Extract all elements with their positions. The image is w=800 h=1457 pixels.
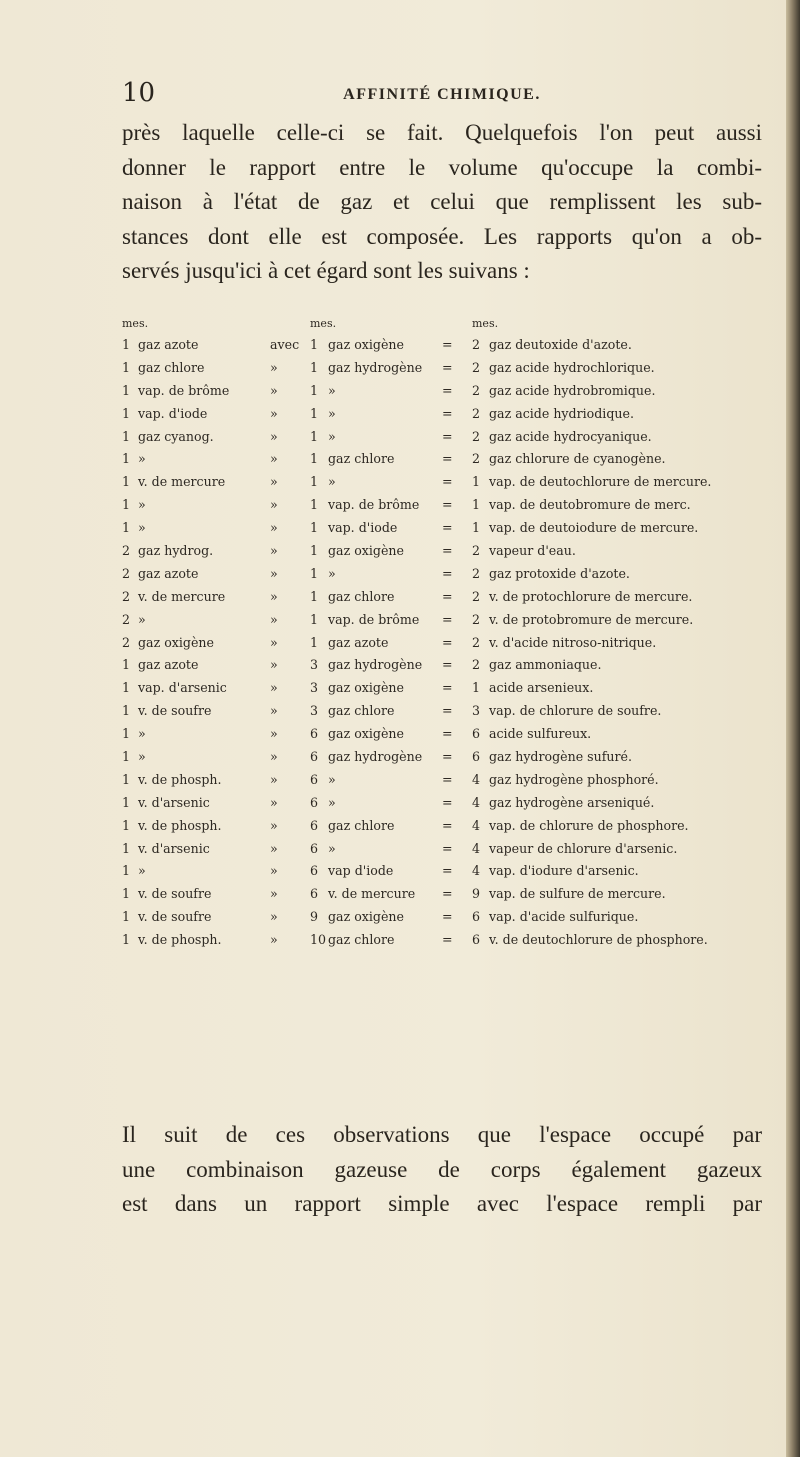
table-row bbox=[122, 612, 772, 635]
substance-1: v. de phosph. bbox=[138, 771, 222, 787]
result-compound: gaz hydrogène phosphoré. bbox=[489, 771, 659, 787]
connector: » bbox=[270, 451, 278, 467]
substance-2: gaz chlore bbox=[328, 703, 395, 719]
equals-sign: = bbox=[442, 405, 453, 421]
result-compound: gaz ammoniaque. bbox=[489, 657, 602, 673]
volume-result: 2 bbox=[472, 543, 481, 559]
running-head: AFFINITÉ CHIMIQUE. bbox=[343, 86, 541, 103]
substance-1: » bbox=[138, 497, 146, 513]
table-row bbox=[122, 909, 772, 932]
connector: » bbox=[270, 588, 278, 604]
volume-result: 1 bbox=[472, 497, 481, 513]
volume-1: 1 bbox=[122, 817, 131, 833]
volume-result: 4 bbox=[472, 840, 481, 856]
volume-2: 1 bbox=[310, 428, 319, 444]
substance-1: v. de phosph. bbox=[138, 817, 222, 833]
volume-2: 1 bbox=[310, 497, 319, 513]
substance-2: gaz hydrogène bbox=[328, 359, 423, 375]
table-row bbox=[122, 841, 772, 864]
book-fore-edge bbox=[786, 0, 800, 1457]
volume-1: 1 bbox=[122, 771, 131, 787]
volume-2: 6 bbox=[310, 749, 319, 765]
result-compound: vap. de deutochlorure de mercure. bbox=[489, 474, 712, 490]
volume-2: 1 bbox=[310, 337, 319, 352]
volume-result: 2 bbox=[472, 588, 481, 604]
volume-result: 2 bbox=[472, 657, 481, 673]
substance-1: v. de soufre bbox=[138, 909, 212, 925]
header-mes-3: mes. bbox=[472, 317, 499, 330]
substance-2: » bbox=[328, 565, 336, 581]
equals-sign: = bbox=[442, 359, 453, 375]
substance-2: gaz oxigène bbox=[328, 909, 404, 925]
equals-sign: = bbox=[442, 703, 453, 719]
connector: » bbox=[270, 611, 278, 627]
table-row bbox=[122, 657, 772, 680]
substance-1: gaz oxigène bbox=[138, 634, 214, 650]
table-row bbox=[122, 772, 772, 795]
volume-1: 1 bbox=[122, 749, 131, 765]
substance-1: » bbox=[138, 726, 146, 742]
equals-sign: = bbox=[442, 726, 453, 742]
volume-2: 6 bbox=[310, 886, 319, 902]
result-compound: vap. d'iodure d'arsenic. bbox=[489, 863, 639, 879]
volume-2: 3 bbox=[310, 703, 319, 719]
equals-sign: = bbox=[442, 680, 453, 696]
substance-1: » bbox=[138, 863, 146, 879]
substance-1: gaz cyanog. bbox=[138, 428, 214, 444]
substance-1: gaz azote bbox=[138, 565, 199, 581]
volume-2: 6 bbox=[310, 840, 319, 856]
connector: » bbox=[270, 909, 278, 925]
equals-sign: = bbox=[442, 543, 453, 559]
equals-sign: = bbox=[442, 794, 453, 810]
equals-sign: = bbox=[442, 634, 453, 650]
equals-sign: = bbox=[442, 497, 453, 513]
substance-2: gaz hydrogène bbox=[328, 749, 423, 765]
volume-1: 1 bbox=[122, 382, 131, 398]
header-mes-1: mes. bbox=[122, 317, 149, 330]
result-compound: acide arsenieux. bbox=[489, 680, 594, 696]
substance-1: gaz hydrog. bbox=[138, 543, 214, 559]
table-row bbox=[122, 703, 772, 726]
substance-1: gaz azote bbox=[138, 657, 199, 673]
substance-2: gaz chlore bbox=[328, 817, 395, 833]
volume-result: 2 bbox=[472, 337, 481, 352]
result-compound: vap. de deutobromure de merc. bbox=[489, 497, 691, 513]
volume-1: 1 bbox=[122, 497, 131, 513]
volume-2: 6 bbox=[310, 726, 319, 742]
connector: avec bbox=[270, 337, 300, 352]
result-compound: gaz protoxide d'azote. bbox=[489, 565, 630, 581]
table-row bbox=[122, 863, 772, 886]
volume-result: 2 bbox=[472, 382, 481, 398]
substance-1: » bbox=[138, 611, 146, 627]
equals-sign: = bbox=[442, 565, 453, 581]
volume-2: 1 bbox=[310, 543, 319, 559]
volume-2: 1 bbox=[310, 565, 319, 581]
volume-1: 1 bbox=[122, 657, 131, 673]
substance-2: gaz hydrogène bbox=[328, 657, 423, 673]
table-row bbox=[122, 566, 772, 589]
volume-2: 1 bbox=[310, 474, 319, 490]
equals-sign: = bbox=[442, 428, 453, 444]
volume-result: 9 bbox=[472, 886, 481, 902]
substance-2: » bbox=[328, 405, 336, 421]
substance-1: » bbox=[138, 749, 146, 765]
table-row bbox=[122, 680, 772, 703]
result-compound: vap. de chlorure de soufre. bbox=[489, 703, 662, 719]
table-row bbox=[122, 429, 772, 452]
substance-1: v. de mercure bbox=[138, 588, 226, 604]
substance-1: gaz azote bbox=[138, 337, 199, 352]
result-compound: acide sulfureux. bbox=[489, 726, 592, 742]
result-compound: gaz acide hydriodique. bbox=[489, 405, 634, 421]
table-row bbox=[122, 543, 772, 566]
volume-result: 2 bbox=[472, 611, 481, 627]
page-header bbox=[122, 78, 762, 112]
substance-2: gaz oxigène bbox=[328, 680, 404, 696]
result-compound: vap. de chlorure de phosphore. bbox=[489, 817, 689, 833]
connector: » bbox=[270, 565, 278, 581]
substance-2: gaz oxigène bbox=[328, 726, 404, 742]
volume-1: 1 bbox=[122, 909, 131, 925]
equals-sign: = bbox=[442, 886, 453, 902]
connector: » bbox=[270, 840, 278, 856]
connector: » bbox=[270, 520, 278, 536]
volume-1: 2 bbox=[122, 588, 131, 604]
intro-paragraph bbox=[122, 116, 762, 289]
volume-2: 6 bbox=[310, 794, 319, 810]
paragraph-line: près laquelle celle-ci se fait. Quelquefois l'on peut aussi bbox=[122, 120, 762, 145]
result-compound: gaz acide hydrobromique. bbox=[489, 382, 656, 398]
substance-2: » bbox=[328, 771, 336, 787]
volume-1: 2 bbox=[122, 565, 131, 581]
table-row bbox=[122, 360, 772, 383]
volume-2: 3 bbox=[310, 680, 319, 696]
equals-sign: = bbox=[442, 520, 453, 536]
table-row bbox=[122, 589, 772, 612]
result-compound: vap. de sulfure de mercure. bbox=[489, 886, 666, 902]
substance-2: vap. de brôme bbox=[328, 497, 420, 513]
connector: » bbox=[270, 886, 278, 902]
volume-2: 6 bbox=[310, 863, 319, 879]
volume-2: 1 bbox=[310, 359, 319, 375]
equals-sign: = bbox=[442, 863, 453, 879]
substance-2: vap. d'iode bbox=[328, 520, 398, 536]
table-row bbox=[122, 932, 772, 955]
equals-sign: = bbox=[442, 840, 453, 856]
volume-1: 1 bbox=[122, 703, 131, 719]
volume-result: 2 bbox=[472, 428, 481, 444]
connector: » bbox=[270, 726, 278, 742]
substance-1: v. d'arsenic bbox=[138, 794, 210, 810]
table-row bbox=[122, 818, 772, 841]
volume-result: 1 bbox=[472, 680, 481, 696]
connector: » bbox=[270, 382, 278, 398]
volume-1: 2 bbox=[122, 634, 131, 650]
connector: » bbox=[270, 794, 278, 810]
table-row bbox=[122, 451, 772, 474]
paragraph-line: servés jusqu'ici à cet égard sont les suivans : bbox=[122, 258, 530, 283]
connector: » bbox=[270, 543, 278, 559]
volume-result: 3 bbox=[472, 703, 481, 719]
volume-2: 9 bbox=[310, 909, 319, 925]
substance-2: » bbox=[328, 428, 336, 444]
connector: » bbox=[270, 634, 278, 650]
equals-sign: = bbox=[442, 451, 453, 467]
connector: » bbox=[270, 428, 278, 444]
volume-2: 1 bbox=[310, 520, 319, 536]
equals-sign: = bbox=[442, 657, 453, 673]
equals-sign: = bbox=[442, 337, 453, 352]
volume-2: 1 bbox=[310, 405, 319, 421]
volume-result: 1 bbox=[472, 474, 481, 490]
connector: » bbox=[270, 749, 278, 765]
volume-2: 6 bbox=[310, 771, 319, 787]
connector: » bbox=[270, 405, 278, 421]
volume-2: 1 bbox=[310, 588, 319, 604]
table-row bbox=[122, 337, 772, 360]
connector: » bbox=[270, 703, 278, 719]
substance-2: » bbox=[328, 382, 336, 398]
substance-1: v. de phosph. bbox=[138, 932, 222, 948]
equals-sign: = bbox=[442, 474, 453, 490]
result-compound: v. de protochlorure de mercure. bbox=[489, 588, 693, 604]
table-row bbox=[122, 635, 772, 658]
result-compound: v. de protobromure de mercure. bbox=[489, 611, 694, 627]
substance-2: gaz oxigène bbox=[328, 337, 404, 352]
substance-2: vap. de brôme bbox=[328, 611, 420, 627]
connector: » bbox=[270, 932, 278, 948]
result-compound: gaz acide hydrochlorique. bbox=[489, 359, 655, 375]
paragraph-line: donner le rapport entre le volume qu'occupe la combi- bbox=[122, 154, 762, 180]
substance-2: » bbox=[328, 794, 336, 810]
page-number: 10 bbox=[122, 78, 156, 108]
substance-1: » bbox=[138, 520, 146, 536]
connector: » bbox=[270, 771, 278, 787]
equals-sign: = bbox=[442, 382, 453, 398]
volume-1: 1 bbox=[122, 405, 131, 421]
substance-2: gaz azote bbox=[328, 634, 389, 650]
volume-2: 1 bbox=[310, 611, 319, 627]
volume-1: 1 bbox=[122, 451, 131, 467]
equals-sign: = bbox=[442, 749, 453, 765]
volume-2: 1 bbox=[310, 634, 319, 650]
volume-result: 2 bbox=[472, 565, 481, 581]
volume-result: 4 bbox=[472, 863, 481, 879]
substance-1: vap. d'arsenic bbox=[138, 680, 227, 696]
paragraph-line: stances dont elle est composée. Les rapports qu'on a ob- bbox=[122, 223, 762, 249]
substance-2: gaz oxigène bbox=[328, 543, 404, 559]
volume-1: 2 bbox=[122, 611, 131, 627]
result-compound: gaz hydrogène sufuré. bbox=[489, 749, 633, 765]
substance-1: v. de soufre bbox=[138, 886, 212, 902]
volume-1: 1 bbox=[122, 680, 131, 696]
volume-result: 6 bbox=[472, 749, 481, 765]
substance-2: » bbox=[328, 840, 336, 856]
table-row bbox=[122, 795, 772, 818]
paragraph-line: naison à l'état de gaz et celui que remplissent les sub- bbox=[122, 189, 762, 214]
volume-1: 1 bbox=[122, 932, 131, 948]
table-row bbox=[122, 474, 772, 497]
volume-1: 1 bbox=[122, 428, 131, 444]
substance-2: gaz chlore bbox=[328, 932, 395, 948]
volume-result: 2 bbox=[472, 451, 481, 467]
volume-result: 2 bbox=[472, 405, 481, 421]
volume-result: 4 bbox=[472, 794, 481, 810]
connector: » bbox=[270, 817, 278, 833]
table-row bbox=[122, 726, 772, 749]
volume-1: 1 bbox=[122, 863, 131, 879]
volume-1: 1 bbox=[122, 886, 131, 902]
substance-2: v. de mercure bbox=[328, 886, 416, 902]
volume-2: 10 bbox=[310, 932, 327, 948]
paragraph-line: Il suit de ces observations que l'espace occupé par bbox=[122, 1122, 762, 1147]
closing-paragraph bbox=[122, 1118, 762, 1222]
connector: » bbox=[270, 863, 278, 879]
substance-1: v. de mercure bbox=[138, 474, 226, 490]
substance-1: » bbox=[138, 451, 146, 467]
result-compound: vapeur d'eau. bbox=[489, 543, 576, 559]
volume-result: 6 bbox=[472, 726, 481, 742]
volume-result: 6 bbox=[472, 909, 481, 925]
result-compound: vapeur de chlorure d'arsenic. bbox=[489, 840, 678, 856]
connector: » bbox=[270, 359, 278, 375]
volume-result: 2 bbox=[472, 634, 481, 650]
paragraph-line: est dans un rapport simple avec l'espace rempli par bbox=[122, 1191, 762, 1216]
volume-result: 4 bbox=[472, 817, 481, 833]
header-mes-2: mes. bbox=[310, 317, 337, 330]
substance-2: » bbox=[328, 474, 336, 490]
volume-result: 6 bbox=[472, 932, 481, 948]
volume-1: 2 bbox=[122, 543, 131, 559]
volume-2: 6 bbox=[310, 817, 319, 833]
volume-1: 1 bbox=[122, 337, 131, 352]
table-row bbox=[122, 886, 772, 909]
result-compound: gaz hydrogène arseniqué. bbox=[489, 794, 655, 810]
table-row bbox=[122, 520, 772, 543]
volume-1: 1 bbox=[122, 726, 131, 742]
equals-sign: = bbox=[442, 909, 453, 925]
volume-1: 1 bbox=[122, 794, 131, 810]
volume-1: 1 bbox=[122, 840, 131, 856]
table-header-row bbox=[122, 317, 772, 337]
substance-1: vap. de brôme bbox=[138, 382, 230, 398]
substance-1: v. d'arsenic bbox=[138, 840, 210, 856]
equals-sign: = bbox=[442, 932, 453, 948]
volume-2: 1 bbox=[310, 451, 319, 467]
substance-1: v. de soufre bbox=[138, 703, 212, 719]
substance-1: gaz chlore bbox=[138, 359, 205, 375]
substance-1: vap. d'iode bbox=[138, 405, 208, 421]
equals-sign: = bbox=[442, 588, 453, 604]
result-compound: vap. de deutoiodure de mercure. bbox=[489, 520, 699, 536]
equals-sign: = bbox=[442, 611, 453, 627]
result-compound: gaz deutoxide d'azote. bbox=[489, 337, 632, 352]
result-compound: v. d'acide nitroso-nitrique. bbox=[489, 634, 657, 650]
substance-2: gaz chlore bbox=[328, 451, 395, 467]
result-compound: vap. d'acide sulfurique. bbox=[489, 909, 639, 925]
table-row bbox=[122, 749, 772, 772]
connector: » bbox=[270, 474, 278, 490]
connector: » bbox=[270, 680, 278, 696]
volume-1: 1 bbox=[122, 520, 131, 536]
equals-sign: = bbox=[442, 817, 453, 833]
volume-2: 1 bbox=[310, 382, 319, 398]
table-row bbox=[122, 406, 772, 429]
volume-result: 1 bbox=[472, 520, 481, 536]
paragraph-line: une combinaison gazeuse de corps également gazeux bbox=[122, 1156, 762, 1182]
substance-2: gaz chlore bbox=[328, 588, 395, 604]
volume-result: 2 bbox=[472, 359, 481, 375]
equals-sign: = bbox=[442, 771, 453, 787]
volume-1: 1 bbox=[122, 359, 131, 375]
result-compound: gaz chlorure de cyanogène. bbox=[489, 451, 666, 467]
volume-result: 4 bbox=[472, 771, 481, 787]
substance-2: vap d'iode bbox=[328, 863, 394, 879]
volume-1: 1 bbox=[122, 474, 131, 490]
table-row bbox=[122, 497, 772, 520]
result-compound: v. de deutochlorure de phosphore. bbox=[489, 932, 708, 948]
result-compound: gaz acide hydrocyanique. bbox=[489, 428, 652, 444]
table-row bbox=[122, 383, 772, 406]
volume-ratio-table bbox=[122, 317, 772, 955]
connector: » bbox=[270, 497, 278, 513]
connector: » bbox=[270, 657, 278, 673]
volume-2: 3 bbox=[310, 657, 319, 673]
